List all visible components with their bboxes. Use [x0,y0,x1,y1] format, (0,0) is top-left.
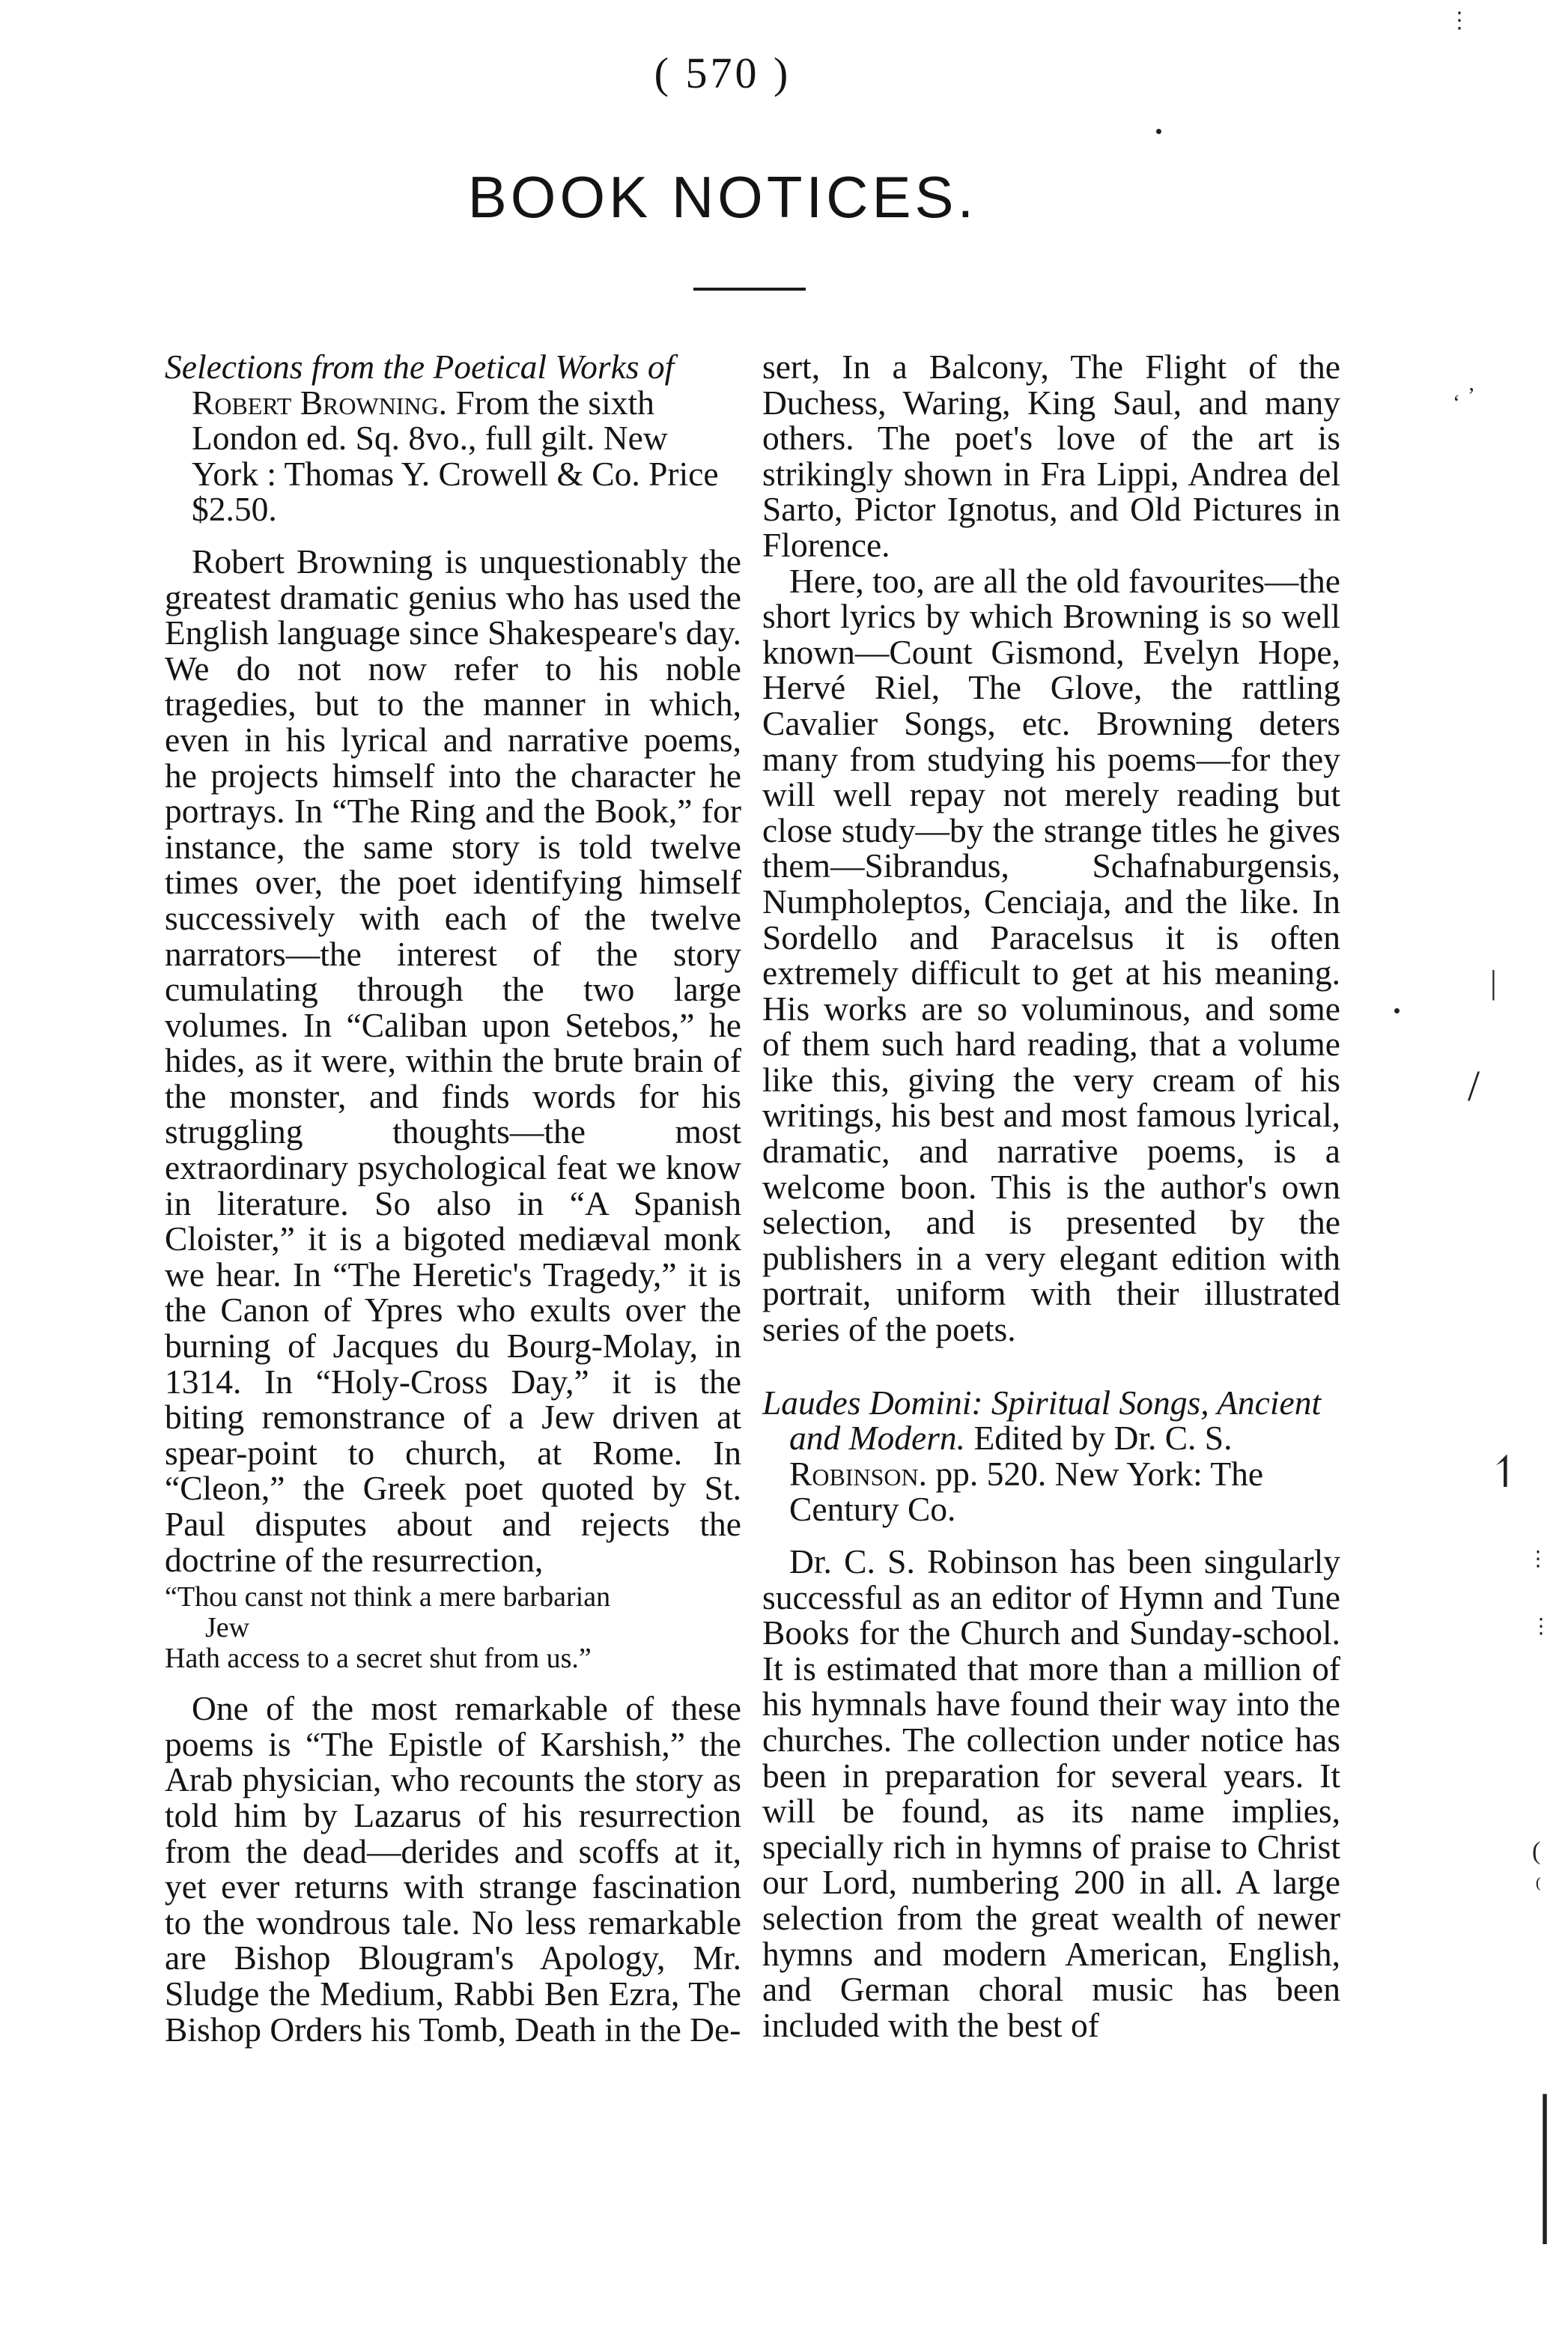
page-title: BOOK NOTICES. [467,164,978,230]
book-heading-laudes-domini [762,1385,1340,1527]
review-paragraph: Robert Browning is unquestionably the greatest dramatic genius who has used the English language since Shakespeare's day. We do not now refer to his noble tragedies, but to the manner in which, even in his lyrical and narrative poems, he projects himself into the character he portrays. In “The Ring and the Book,” for instance, the same story is told twelve times over, the poet identifying himself successively with each of the twelve narrators—the interest of the story cumulating through the two large volumes. In “Caliban upon Setebos,” he hides, as it were, within the brute brain of the monster, and finds words for his struggling thoughts—the most extraordinary psychological feat we know in literature. So also in “A Spanish Cloister,” it is a bigoted mediæval monk we hear. In “The Heretic's Tragedy,” it is the Canon of Ypres who exults over the burning of Jacques du Bourg-Molay, in 1314. In “Holy-Cross Day,” it is the biting remonstrance of a Jew driven at spear-point to church, at Rome. In “Cleon,” the Greek poet quoted by St. Paul disputes about and rejects the doctrine of the resurrection, [165,542,741,1579]
book-author: Robert Browning. [192,383,448,422]
review-paragraph: Dr. C. S. Robinson has been singularly successful as an editor of Hymn and Tune Books for the Church and Sunday-school. It is estimated that more than a million of his hymnals have found their way into the churches. The collection under notice has been in preparation for several years. It will be found, as its name implies, specially rich in hymns of praise to Christ our Lord, numbering 200 in all. A large selection from the great wealth of newer hymns and modern American, English, and German choral music has been included with the best of [762,1542,1340,2044]
margin-mark: ↿ [1487,1448,1524,1497]
margin-mark: ‚ [1468,371,1475,395]
margin-mark: ⋮ [1531,1615,1552,1638]
review-paragraph: Here, too, are all the old favourites—the short lyrics by which Browning is so well known—Count Gismond, Evelyn Hope, Hervé Riel, The Glove, the rattling Cavalier Songs, etc. Browning deters many from studying his poems—for they will well repay not merely reading but close study—by the strange titles he gives them—Sibrandus, Schafnaburgensis, Numpholeptos, Cenciaja, and the like. In Sordello and Paracelsus it is often extremely difficult to get at his meaning. His works are so voluminous, and some of them such hard reading, that a volume like this, giving the very cream of his writings, his best and most famous lyrical, dramatic, and narrative poems, is a welcome boon. This is the author's own selection, and is presented by the publishers in a very elegant edition with portrait, uniform with their illustrated series of the poets. [762,561,1340,1349]
margin-mark: ( [1532,1837,1541,1865]
book-heading-browning [165,349,741,527]
review-paragraph: sert, In a Balcony, The Flight of the Duchess, Waring, King Saul, and many others. The poet's love of the art is strikingly shown in Fra Lippi, Andrea del Sarto, Pictor Ignotus, and Old Pictures in Florence. [762,348,1340,564]
quote-line: Jew [205,1612,250,1644]
review-paragraph: One of the most remarkable of these poems is “The Epistle of Karshish,” the Arab physician, who recounts the story as told him by Lazarus of his resurrection from the dead—derides and scoffs at it, yet ever returns with strange fascination to the wondrous tale. No less remarkable are Bishop Blougram's Apology, Mr. Sludge the Medium, Rabbi Ben Ezra, The Bishop Orders his Tomb, Death in the De- [165,1689,741,2049]
left-column [165,349,741,2047]
margin-mark: ⋮ [1528,1548,1549,1571]
margin-mark: | [1537,2153,1554,2244]
margin-mark: ⋮ [1448,8,1471,33]
book-details: From the sixth London ed. Sq. 8vo., full gilt. New York : Thomas Y. Crowell & Co. Price $2.50. [192,383,719,529]
margin-dot [1156,129,1161,134]
block-quote [165,1582,741,1674]
quote-line: Hath access to a secret shut from us.” [165,1643,592,1675]
title-divider [693,288,806,291]
margin-mark: ʻ [1453,390,1460,415]
book-author: Robinson. [789,1454,927,1493]
quote-line: “Thou canst not think a mere barbarian [165,1581,611,1613]
margin-mark: | [1490,964,1497,1001]
margin-mark: | [1537,2078,1554,2169]
margin-mark: / [1468,1061,1480,1110]
book-details: pp. 520. New York: The Century Co. [789,1454,1264,1529]
page-number: ( 570 ) [654,49,791,97]
book-title: Laudes Domini: Spiritual Songs, Ancient and Modern. [762,1383,1322,1458]
margin-dot [1394,1008,1400,1013]
book-details: Edited by Dr. C. S. [973,1419,1233,1458]
margin-mark: ⁽ [1535,1875,1542,1903]
book-title: Selections from the Poetical Works of [165,348,675,386]
right-column [762,349,1340,2043]
